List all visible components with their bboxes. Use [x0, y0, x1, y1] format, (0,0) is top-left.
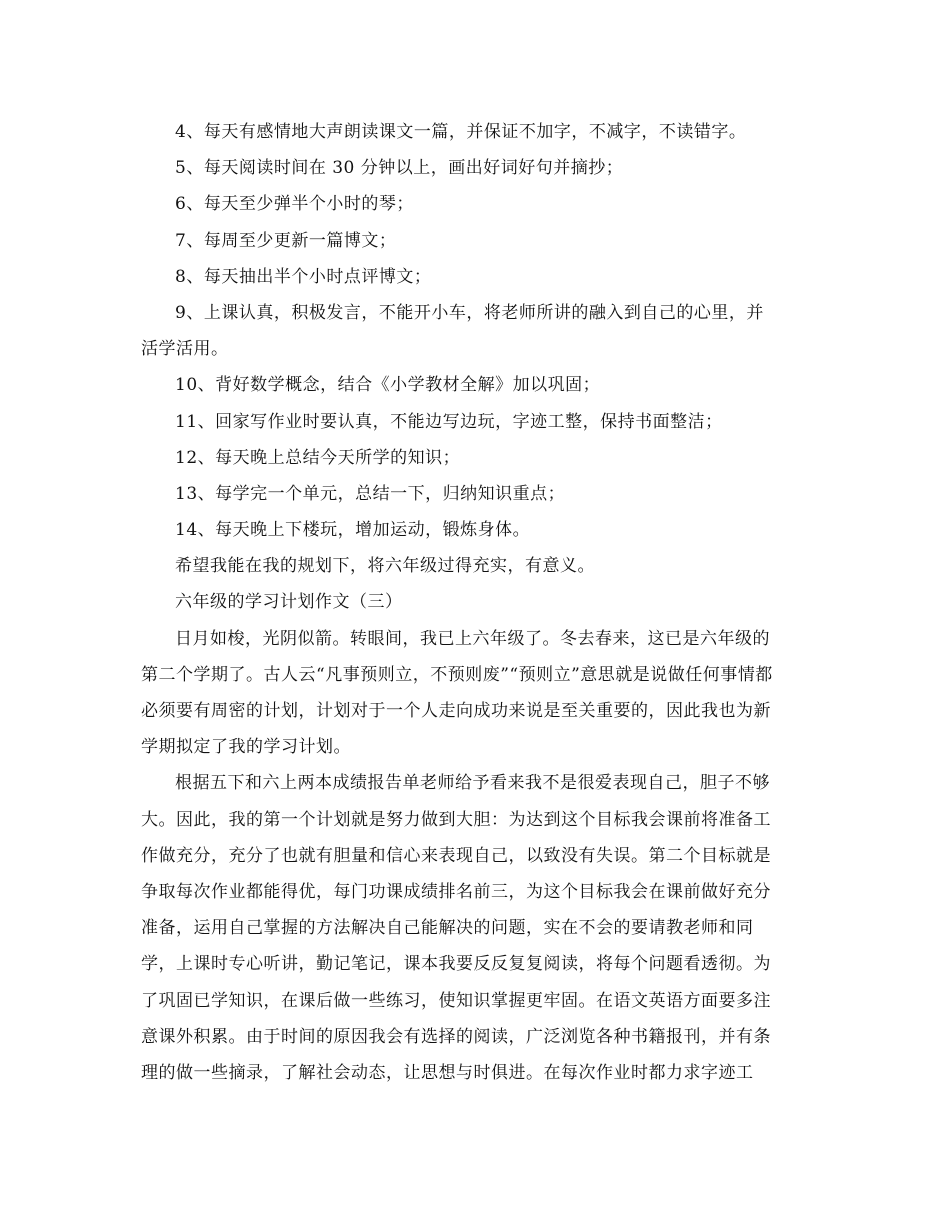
list-item-9-line-2: 活学活用。 — [141, 339, 229, 360]
paragraph-1 — [141, 621, 813, 766]
closing-sentence: 希望我能在我的规划下，将六年级过得充实，有意义。 — [175, 556, 595, 577]
paragraph-line: 了巩固已学知识，在课后做一些练习，使知识掌握更牢固。在语文英语方面要多注 — [141, 990, 771, 1011]
list-item-6: 6、每天至少弹半个小时的琴； — [175, 194, 414, 215]
list-item-4: 4、每天有感情地大声朗读课文一篇，并保证不加字，不减字，不读错字。 — [175, 122, 747, 142]
paragraph-line: 第二个学期了。古人云“凡事预则立，不预则废”“预则立”意思就是说做任何事情都 — [141, 664, 773, 685]
paragraph-2 — [141, 765, 813, 1091]
list-item-14: 14、每天晚上下楼玩，增加运动，锻炼身体。 — [175, 520, 531, 541]
paragraph-line: 根据五下和六上两本成绩报告单老师给予看来我不是很爱表现自己，胆子不够 — [175, 773, 770, 794]
list-item-7: 7、每周至少更新一篇博文； — [175, 230, 397, 251]
list-item-11: 11、回家写作业时要认真，不能边写边玩，字迹工整，保持书面整洁； — [175, 411, 723, 432]
list-item-5: 5、每天阅读时间在 30 分钟以上，画出好词好句并摘抄； — [175, 158, 624, 179]
paragraph-line: 必须要有周密的计划，计划对于一个人走向成功来说是至关重要的，因此我也为新 — [141, 701, 771, 721]
list-item-9-line-1: 9、上课认真，积极发言，不能开小车，将老师所讲的融入到自己的心里，并 — [175, 302, 764, 323]
paragraph-line: 学，上课时专心听讲，勤记笔记，课本我要反反复复阅读，将每个问题看透彻。为 — [141, 954, 771, 975]
list-item-13: 13、每学完一个单元，总结一下，归纳知识重点； — [175, 483, 566, 504]
document-body — [141, 114, 813, 1091]
paragraph-line: 学期拟定了我的学习计划。 — [141, 737, 351, 758]
paragraph-line: 准备，运用自己掌握的方法解决自己能解决的问题，实在不会的要请教老师和同 — [141, 918, 754, 939]
paragraph-line: 作做充分，充分了也就有胆量和信心来表现自己，以致没有失误。第二个目标就是 — [141, 845, 771, 866]
paragraph-line: 理的做一些摘录，了解社会动态，让思想与时俱进。在每次作业时都力求字迹工 — [141, 1062, 754, 1083]
paragraph-line: 意课外积累。由于时间的原因我会有选择的阅读，广泛浏览各种书籍报刊，并有条 — [141, 1026, 771, 1047]
list-item-10: 10、背好数学概念，结合《小学教材全解》加以巩固； — [175, 375, 601, 396]
paragraph-line: 日月如梭，光阴似箭。转眼间，我已上六年级了。冬去春来，这已是六年级的 — [175, 628, 770, 649]
section-title: 六年级的学习计划作文（三） — [175, 592, 403, 613]
paragraph-line: 争取每次作业都能得优，每门功课成绩排名前三，为这个目标我会在课前做好充分 — [141, 881, 771, 902]
list-item-8: 8、每天抽出半个小时点评博文； — [175, 266, 432, 287]
paragraph-line: 大。因此，我的第一个计划就是努力做到大胆：为达到这个目标我会课前将准备工 — [141, 809, 771, 830]
list-item-12: 12、每天晚上总结今天所学的知识； — [175, 447, 461, 468]
